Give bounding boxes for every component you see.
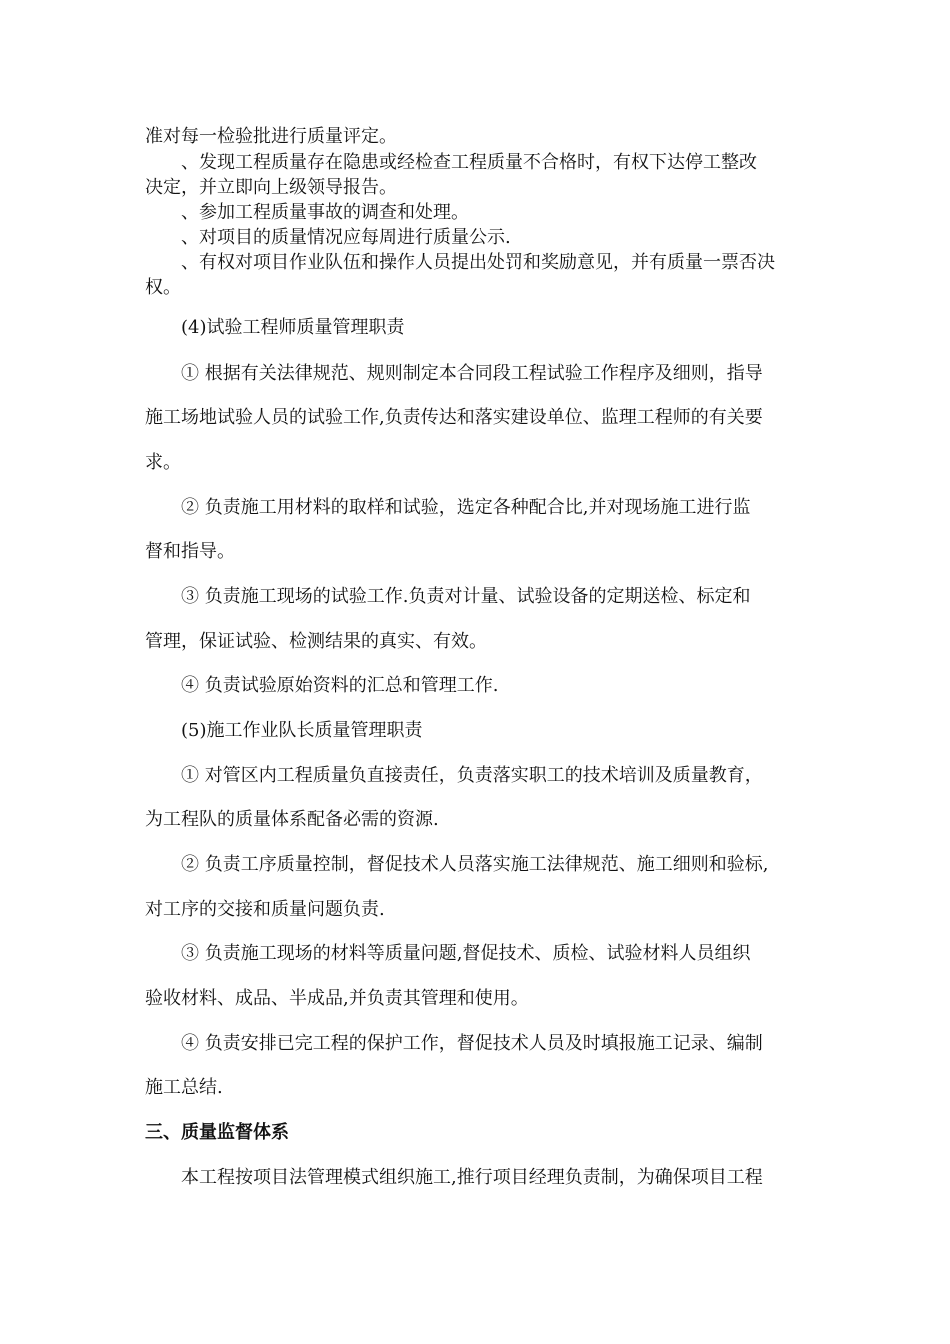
text-line: 求。 <box>145 452 181 473</box>
text-line: 为工程队的质量体系配备必需的资源. <box>145 809 439 830</box>
text-line: 管理，保证试验、检测结果的真实、有效。 <box>145 631 487 652</box>
text-line: 对工序的交接和质量问题负责. <box>145 899 385 920</box>
text-line: ④ 负责试验原始资料的汇总和管理工作. <box>181 675 499 696</box>
text-line: ② 负责施工用材料的取样和试验，选定各种配合比,并对现场施工进行监 <box>181 497 751 518</box>
text-line: ④ 负责安排已完工程的保护工作，督促技术人员及时填报施工记录、编制 <box>181 1033 763 1054</box>
text-line: ③ 负责施工现场的试验工作.负责对计量、试验设备的定期送检、标定和 <box>181 586 751 607</box>
text-line: 、有权对项目作业队伍和操作人员提出处罚和奖励意见，并有质量一票否决 <box>181 252 775 273</box>
chapter-heading: 三、质量监督体系 <box>145 1122 289 1143</box>
text-line: ① 根据有关法律规范、规则制定本合同段工程试验工作程序及细则，指导 <box>181 363 763 384</box>
text-line: 本工程按项目法管理模式组织施工,推行项目经理负责制，为确保项目工程 <box>181 1167 763 1188</box>
text-line: 决定，并立即向上级领导报告。 <box>145 177 397 198</box>
text-line: 督和指导。 <box>145 541 235 562</box>
text-line: 、参加工程质量事故的调查和处理。 <box>181 202 469 223</box>
text-line: 权。 <box>145 277 181 298</box>
text-line: 、对项目的质量情况应每周进行质量公示. <box>181 227 511 248</box>
text-line: ③ 负责施工现场的材料等质量问题,督促技术、质检、试验材料人员组织 <box>181 943 751 964</box>
section-heading: (4)试验工程师质量管理职责 <box>181 317 405 338</box>
text-line: 施工场地试验人员的试验工作,负责传达和落实建设单位、监理工程师的有关要 <box>145 407 763 428</box>
text-line: ② 负责工序质量控制，督促技术人员落实施工法律规范、施工细则和验标, <box>181 854 769 875</box>
text-line: 准对每一检验批进行质量评定。 <box>145 126 397 147</box>
text-line: 施工总结. <box>145 1077 223 1098</box>
text-line: ① 对管区内工程质量负直接责任，负责落实职工的技术培训及质量教育， <box>181 765 763 786</box>
text-line: 、发现工程质量存在隐患或经检查工程质量不合格时，有权下达停工整改 <box>181 152 757 173</box>
section-heading: (5)施工作业队长质量管理职责 <box>181 720 423 741</box>
text-line: 验收材料、成品、半成品,并负责其管理和使用。 <box>145 988 529 1009</box>
